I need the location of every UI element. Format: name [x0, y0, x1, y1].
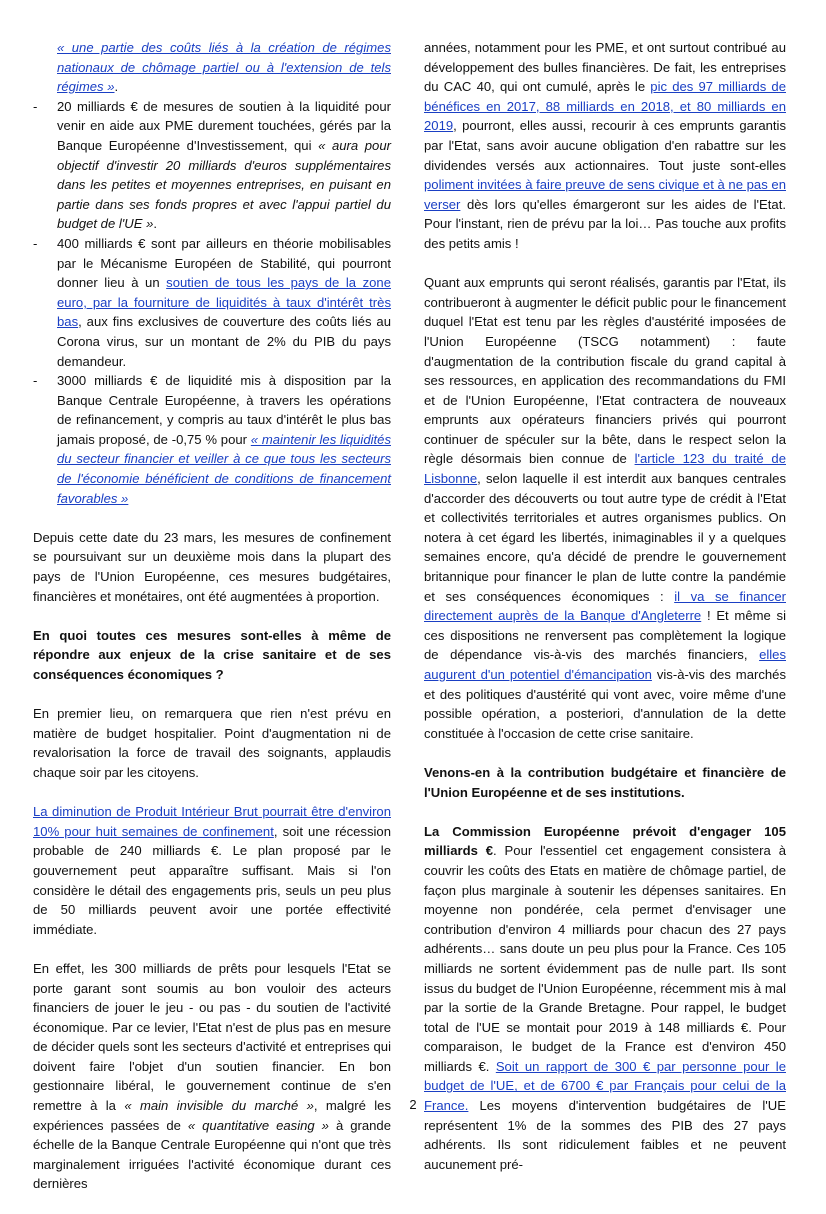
section-heading: Venons-en à la contribution budgétaire et financière de l'Union Européenne et de ses institutions. — [424, 764, 786, 800]
pic-benefices-link[interactable]: pic des 97 milliards de bénéfices en 2017, 88 milliards en 2018, et 80 milliards en 2019 — [424, 79, 786, 134]
list-item: - 3000 milliards € de liquidité mis à disposition par la Banque Centrale Européenne, à travers les opérations de refinancement, y compris au taux d'intérêt le plus bas jamais proposé, de -0,75 % pour « maintenir les liquidités du secteur financier et veiller à ce que tous les secteurs de l'économie bénéficient de conditions de financement favorables » — [33, 373, 391, 506]
invitees-sens-civique-link[interactable]: poliment invitées à faire preuve de sens civique et à ne pas en verser — [424, 177, 786, 212]
list-item: - 20 milliards € de mesures de soutien à la liquidité pour venir en aide aux PME durement touchées, gérés par la Banque Européenne d'Investissement, qui « aura pour objectif d'investir 20 milliards d'euros supplémentaires dans les petites et moyennes entreprises, en puisant en partie dans ses fonds propres et avec l'appui partiel du budget de l'UE ». — [33, 98, 391, 232]
page-number: 2 — [409, 1097, 417, 1112]
bullet-dash: - — [33, 235, 38, 251]
bullet-dash: - — [33, 373, 38, 389]
left-column — [33, 38, 391, 1214]
regimes-chomage-link[interactable]: « une partie des coûts liés à la création de régimes nationaux de chômage partiel ou à l'extension de tels régimes » — [57, 40, 391, 95]
bullet-dash: - — [33, 98, 38, 114]
paragraph: années, notamment pour les PME, et ont surtout contribué au développement des bulles financières. De fait, les entreprises du CAC 40, qui ont cumulé, après le pic des 97 milliards de bénéfices en 2017, 88 milliards en 2018, et 80 milliards en 2019, pourront, elles aussi, recourir à ces emprunts garantis par l'Etat, sans avoir aucune obligation d'en rabattre sur les dividendes versés aux actionnaires. Tout juste sont-elles poliment invitées à faire preuve de sens civique et à ne pas en verser dès lors qu'elles émargeront sur les aides de l'Etat. Pour l'instant, rien de prévu par la loi… Pas touche aux profits des petits amis ! — [424, 40, 786, 251]
right-column — [424, 38, 786, 1194]
paragraph: La diminution de Produit Intérieur Brut pourrait être d'environ 10% pour huit semaines de confinement, soit une récession probable de 240 milliards €. Le plan proposé par le gouvernement peut apparaître suffisant. Mais si l'on considère le détail des engagements pris, seuls un peu plus de 50 milliards peuvent avoir une portée effectivité immédiate. — [33, 804, 391, 937]
list-item: « une partie des coûts liés à la création de régimes nationaux de chômage partiel ou à l'extension de tels régimes ». — [57, 40, 391, 95]
paragraph: En premier lieu, on remarquera que rien n'est prévu en matière de budget hospitalier. Point d'augmentation ni de revalorisation la force de travail des soignants, applaudis chaque soir par les citoyens. — [33, 706, 391, 780]
liquidites-secteur-financier-link[interactable]: « maintenir les liquidités du secteur financier et veiller à ce que tous les secteurs de l'économie bénéficient de conditions de financement favorables » — [57, 431, 391, 506]
measures-list — [33, 38, 391, 508]
paragraph: En effet, les 300 milliards de prêts pour lesquels l'Etat se porte garant sont soumis au bon vouloir des acteurs financiers de jouer le jeu - ou pas - du soutien de l'activité économique. Par ce levier, l'Etat n'est de plus pas en mesure de décider quels sont les secteurs d'activité et entreprises qui doivent faire l'objet d'un soutien financier. En bon gestionnaire libéral, le gouvernement continue de s'en remettre à la « main invisible du marché », malgré les expériences passées de « quantitative easing » à grande échelle de la Banque Centrale Européenne qui n'ont que très marginalement irriguées l'activité économique durant ces dernières — [33, 960, 391, 1192]
paragraph: La Commission Européenne prévoit d'engager 105 milliards €. Pour l'essentiel cet engagement consistera à couvrir les coûts des Etats en matière de chômage partiel, de façon plus marginale à soutenir les dépenses sanitaires. En moyenne non pondérée, cela permet d'envisager une contribution d'environ 4 milliards pour chacun des 27 pays adhérents… sans doute un peu plus pour la France. Ces 105 milliards ne sortent évidemment pas de nulle part. Ils sont issus du budget de l'Union Européenne, récemment mis à mal par la sortie de la Grande Bretagne. Pour rappel, le budget total de l'UE se montait pour 2019 à 148 milliards €. Pour comparaison, le budget de la France est d'environ 450 milliards €. Soit un rapport de 300 € par personne pour le budget de l'UE, et de 6700 € par Français pour celui de la France. Les moyens d'intervention budgétaires de l'UE représentent 1% de la sommes des PIB des 27 pays adhérents. Ils sont ridiculement faibles et ne peuvent aucunement pré- — [424, 823, 786, 1172]
article-123-link[interactable]: l'article 123 du traité de Lisbonne — [424, 451, 786, 487]
diminution-pib-link[interactable]: La diminution de Produit Intérieur Brut pourrait être d'environ 10% pour huit semaines de confinement — [33, 804, 391, 839]
banque-angleterre-link[interactable]: il va se financer directement auprès de la Banque d'Angleterre — [424, 588, 786, 624]
potentiel-emancipation-link[interactable]: elles augurent d'un potentiel d'émancipation — [424, 647, 786, 682]
soutien-zone-euro-link[interactable]: soutien de tous les pays de la zone euro, par la fourniture de liquidités à taux d'intérêt très bas — [57, 275, 391, 330]
rapport-budget-link[interactable]: Soit un rapport de 300 € par personne pour le budget de l'UE, et de 6700 € par Français pour celui de la France. — [424, 1058, 786, 1114]
section-heading: En quoi toutes ces mesures sont-elles à même de répondre aux enjeux de la crise sanitaire et de ses conséquences économiques ? — [33, 627, 391, 682]
list-item: - 400 milliards € sont par ailleurs en théorie mobilisables par le Mécanisme Européen de Stabilité, qui pourront donner lieu à un soutien de tous les pays de la zone euro, par la fourniture de liquidités à taux d'intérêt très bas, aux fins exclusives de couverture des coûts liés au Corona virus, sur un montant de 2% du PIB du pays demandeur. — [33, 235, 391, 369]
paragraph: Quant aux emprunts qui seront réalisés, garantis par l'Etat, ils contribueront à augmenter le déficit public pour le financement duquel l'Etat est tenu par les règles d'austérité imposées de l'Union Européenne (TSCG notamment) : faute d'augmentation de la contribution fiscale du grand capital à ses ressources, en application des recommandations du FMI et de l'Union Européenne, l'Etat contractera de nouveaux emprunts aux opérateurs financiers privés qui pourront continuer de spéculer sur la bête, dans le respect selon la règle désormais bien connue de l'article 123 du traité de Lisbonne, selon laquelle il est interdit aux banques centrales d'accorder des découverts ou tout autre type de crédit à l'Etat et collectivités territoriales et autres organismes publics. On notera à cet égard les libertés, inimaginables il y a quelques semaines encore, qu'a décidé de prendre le gouvernement britannique pour financer le plan de lutte contre la pandémie et ses conséquences économiques : il va se financer directement auprès de la Banque d'Angleterre ! Et même si ces dispositions ne renversent pas complètement la logique de dépendance vis-à-vis des marchés financiers, elles augurent d'un potentiel d'émancipation vis-à-vis des marchés et des politiques d'austérité qui vont avec, voire même d'une possible opération, a posteriori, d'annulation de la dette constituée à l'occasion de cette crise sanitaire. — [424, 275, 786, 741]
paragraph: Depuis cette date du 23 mars, les mesures de confinement se poursuivant sur un deuxième mois dans la plupart des pays de l'Union Européenne, ces mesures budgétaires, financières et monétaires, ont été augmentées à proportion. — [33, 529, 391, 604]
